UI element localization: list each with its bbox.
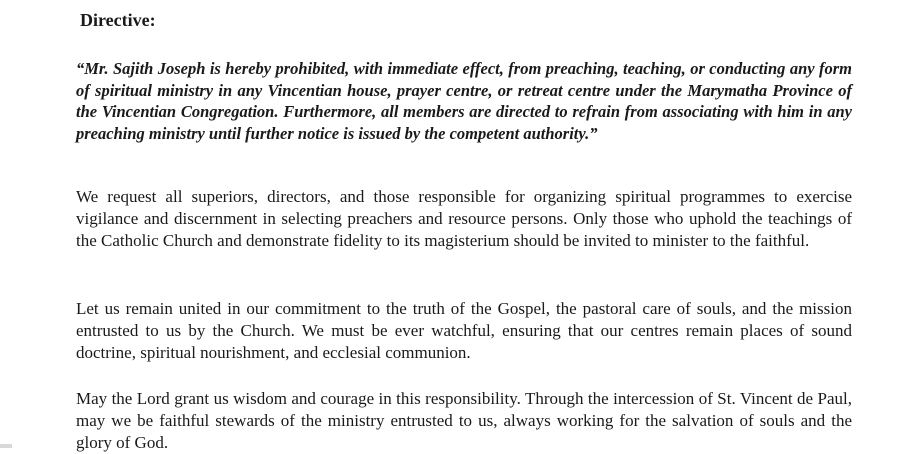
directive-heading: Directive: [80, 10, 156, 30]
directive-quote: “Mr. Sajith Joseph is hereby prohibited, with immediate effect, from preaching, teaching, or conducting any form of spiritual ministry in any Vincentian house, prayer centre, or retreat centre under the Marymatha Province of the Vincentian Congregation. Furthermore, all members are directed to refrain from associating with him in any preaching ministry until further notice is issued by the competent authority.” [76, 59, 852, 143]
paragraph-unity: Let us remain united in our commitment to the truth of the Gospel, the pastoral care of souls, and the mission entrusted to us by the Church. We must be ever watchful, ensuring that our centres remain places of sound doctrine, spiritual nourishment, and ecclesial communion. [76, 299, 852, 362]
scan-edge-mark [0, 444, 12, 448]
paragraph-vigilance: We request all superiors, directors, and those responsible for organizing spiritual programmes to exercise vigilance and discernment in selecting preachers and resource persons. Only those who uphold the teachings of the Catholic Church and demonstrate fidelity to its magisterium should be invited to minister to the faithful. [76, 187, 852, 250]
paragraph-blessing: May the Lord grant us wisdom and courage in this responsibility. Through the intercession of St. Vincent de Paul, may we be faithful stewards of the ministry entrusted to us, always working for the salvation of souls and the glory of God. [76, 389, 852, 452]
